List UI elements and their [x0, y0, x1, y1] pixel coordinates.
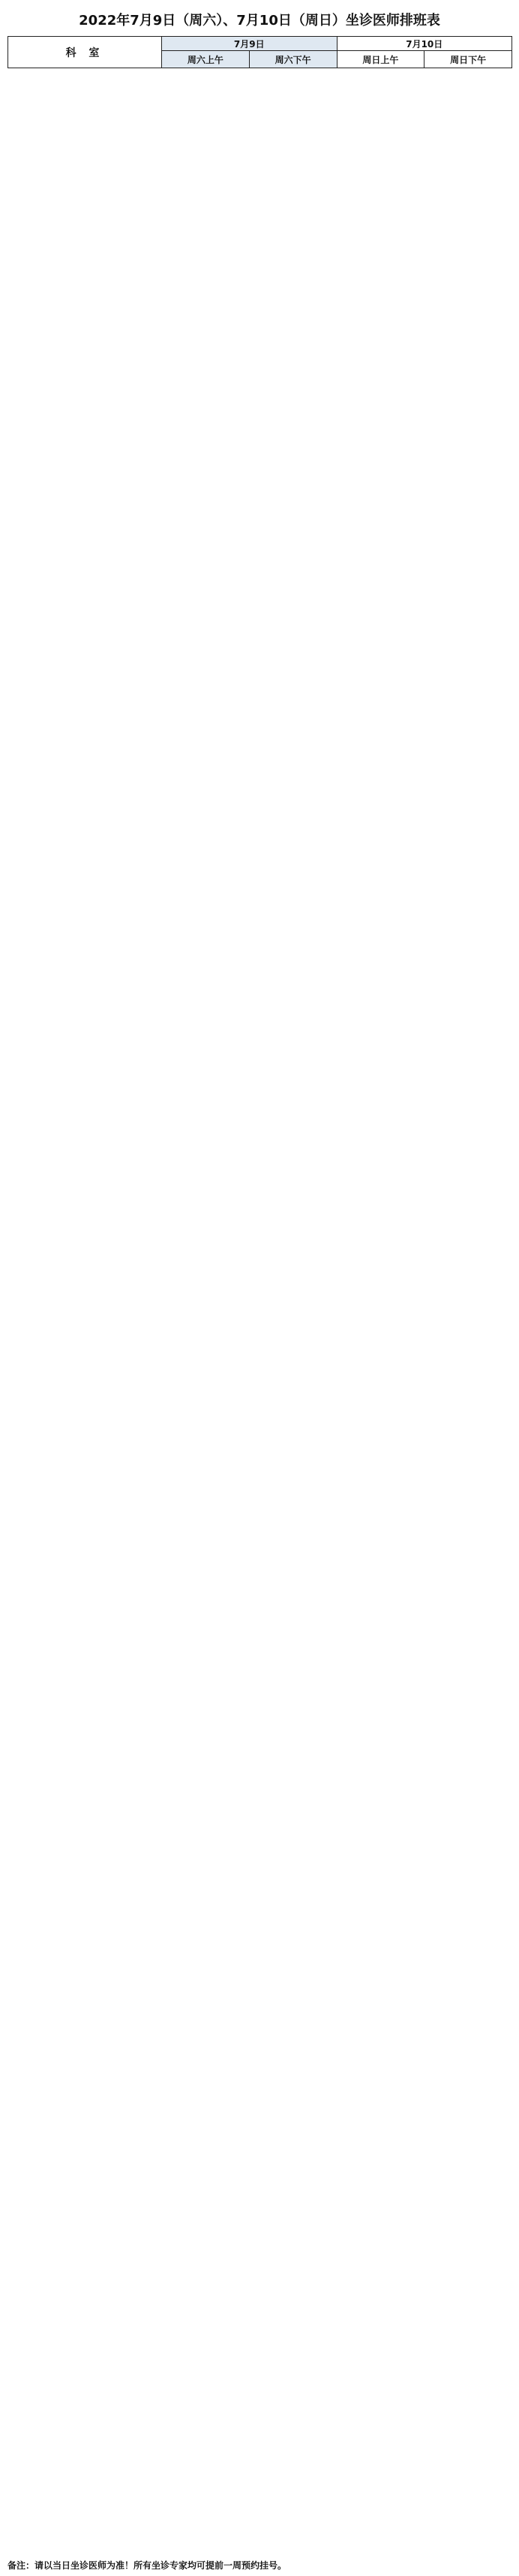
slot-header-sat-am: 周六上午	[162, 51, 250, 68]
slot-header-sun-am: 周日上午	[337, 51, 424, 68]
duty-roster-table	[8, 36, 512, 68]
date-header-day2: 7月10日	[337, 37, 512, 51]
footer-note: 备注：请以当日坐诊医师为准！所有坐诊专家均可提前一周预约挂号。	[8, 2560, 287, 2571]
slot-header-sat-pm: 周六下午	[249, 51, 337, 68]
header-date-row	[8, 37, 512, 51]
page-title: 2022年7月9日（周六）、7月10日（周日）坐诊医师排班表	[79, 13, 440, 29]
department-column-header: 科 室	[8, 37, 162, 68]
date-header-day1: 7月9日	[162, 37, 338, 51]
slot-header-sun-pm: 周日下午	[424, 51, 512, 68]
